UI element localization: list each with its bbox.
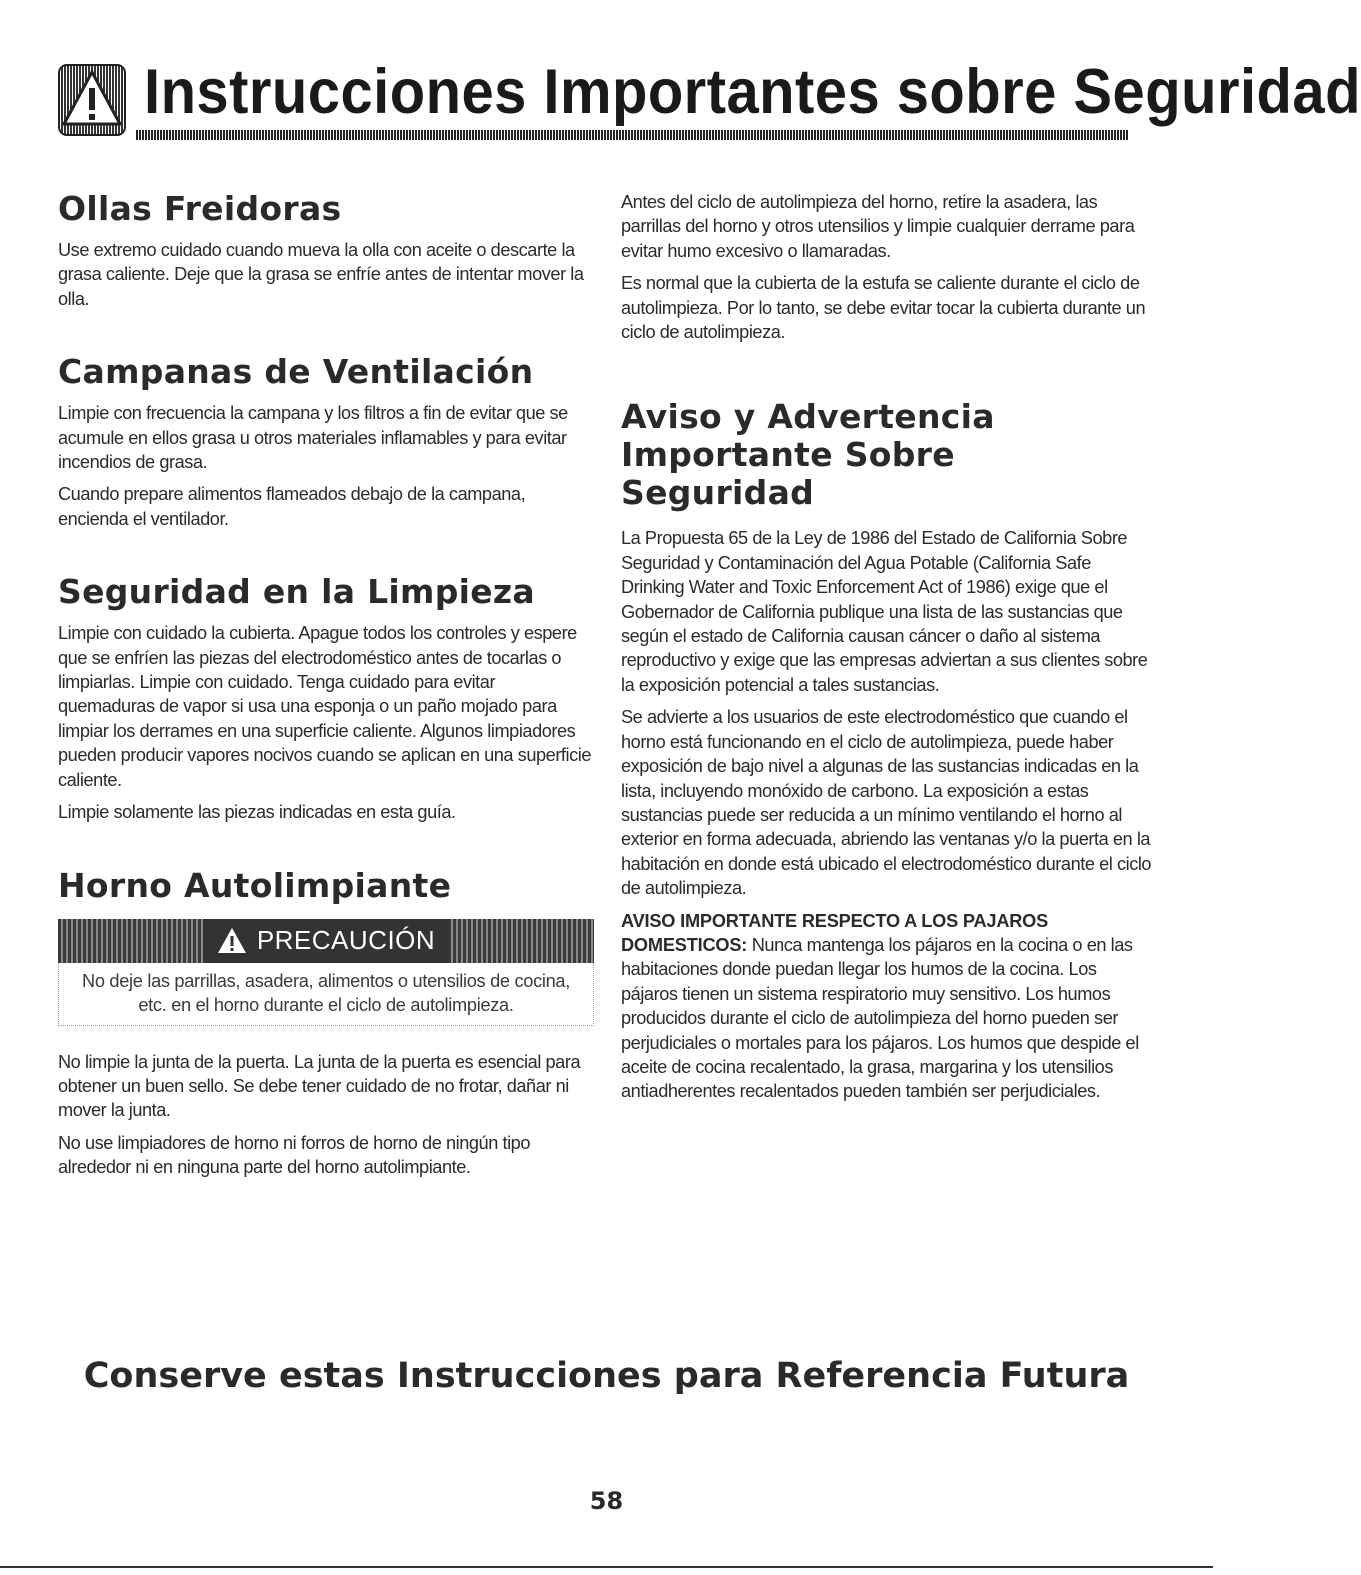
caution-label: PRECAUCIÓN bbox=[256, 925, 436, 955]
left-column bbox=[58, 190, 594, 1188]
birds-warning-text: Nunca mantenga los pájaros en la cocina o en las habitaciones donde puedan llegar los humos de la cocina. Los pájaros tienen un sistema respiratorio muy sensitivo. Los humos producidos durante el ciclo de autolimpieza del horno pueden ser perjudiciales o mortales para los pájaros. Los humos que despide el aceite de cocina recalentado, la grasa, margarina y los utensilios antiadherentes recalentados pueden también ser perjudiciales. bbox=[621, 934, 1139, 1102]
section-aviso-advertencia bbox=[621, 398, 1156, 1103]
paragraph: Limpie con frecuencia la campana y los filtros a fin de evitar que se acumule en ellos grasa u otros materiales inflamables y para evitar incendios de grasa. bbox=[58, 403, 568, 473]
paragraph: No use limpiadores de horno ni forros de horno de ningún tipo alrededor ni en ninguna parte del horno autolimpiante. bbox=[58, 1132, 531, 1178]
title-underline bbox=[136, 130, 1128, 140]
page-header bbox=[58, 52, 1361, 142]
section-heading: Ollas Freidoras bbox=[58, 189, 342, 228]
section-heading-line2: Importante Sobre Seguridad bbox=[621, 435, 955, 513]
paragraph: Limpie con cuidado la cubierta. Apague todos los controles y espere que se enfríen las piezas del electrodoméstico antes de tocarlas o limpiarlas. Limpie con cuidado. Tenga cuidado para evitar quemaduras de vapor si usa una esponja o un paño mojado para limpiar los derrames en una superficie caliente. Algunos limpiadores pueden producir vapores nocivos cuando se aplican en una superficie caliente. bbox=[58, 623, 592, 790]
caution-text: No deje las parrillas, asadera, alimentos o utensilios de cocina, etc. en el horno durante el ciclo de autolimpieza. bbox=[58, 963, 594, 1026]
section-heading-line1: Aviso y Advertencia bbox=[621, 397, 995, 437]
section-heading: Seguridad en la Limpieza bbox=[58, 572, 535, 612]
section-seguridad-limpieza bbox=[58, 573, 594, 824]
bottom-rule bbox=[0, 1566, 1213, 1568]
paragraph: Es normal que la cubierta de la estufa se caliente durante el ciclo de autolimpieza. Por lo tanto, se debe evitar tocar la cubierta durante un ciclo de autolimpieza. bbox=[621, 273, 1146, 343]
paragraph: Limpie solamente las piezas indicadas en esta guía. bbox=[58, 802, 456, 823]
paragraph: Se advierte a los usuarios de este electrodoméstico que cuando el horno está funcionando en el ciclo de autolimpieza, puede haber exposición de bajo nivel a algunas de las sustancias indicadas en la lista, incluyendo monóxido de carbono. La exposición a estas sustancias puede ser reducida a un mínimo ventilando el horno al exterior en forma adecuada, abriendo las ventanas y/o la puerta en la habitación en donde está ubicado el electrodoméstico durante el ciclo de autolimpieza. bbox=[621, 707, 1152, 899]
section-heading: Horno Autolimpiante bbox=[58, 865, 452, 905]
caution-triangle-icon bbox=[217, 927, 247, 954]
paragraph: La Propuesta 65 de la Ley de 1986 del Estado de California Sobre Seguridad y Contaminación del Agua Potable (California Safe Drinking Water and Toxic Enforcement Act of 1986) exige que el Gobernador de California publique una lista de las sustancias que según el estado de California causan cáncer o daño al sistema reproductivo y exige que las empresas adviertan a sus clientes sobre la exposición potencial a tales sustancias. bbox=[621, 528, 1148, 695]
caution-banner bbox=[58, 919, 594, 963]
birds-warning-title: AVISO IMPORTANTE RESPECTO A LOS PAJAROS DOMESTICOS: bbox=[621, 910, 1049, 955]
caution-box bbox=[58, 919, 594, 1026]
section-campanas bbox=[58, 353, 594, 531]
paragraph: Use extremo cuidado cuando mueva la olla con aceite o descarte la grasa caliente. Deje que la grasa se enfríe antes de intentar mover la olla. bbox=[58, 240, 584, 309]
section-heading: Campanas de Ventilación bbox=[58, 352, 534, 392]
right-column bbox=[621, 190, 1156, 1112]
section-ollas-freidoras bbox=[58, 190, 594, 311]
paragraph: Cuando prepare alimentos flameados debajo de la campana, encienda el ventilador. bbox=[58, 484, 526, 529]
section-heading bbox=[621, 398, 1156, 512]
page-number: 58 bbox=[589, 1487, 624, 1515]
paragraph: Antes del ciclo de autolimpieza del horno, retire la asadera, las parrillas del horno y otros utensilios y limpie cualquier derrame para evitar humo excesivo o llamaradas. bbox=[621, 192, 1135, 261]
warning-triangle-icon bbox=[58, 64, 126, 136]
footer-note: Conserve estas Instrucciones para Referencia Futura bbox=[83, 1356, 1130, 1396]
birds-warning-paragraph bbox=[621, 909, 1156, 1104]
paragraph: No limpie la junta de la puerta. La junta de la puerta es esencial para obtener un buen sello. Se debe tener cuidado de no frotar, dañar ni mover la junta. bbox=[58, 1051, 581, 1121]
section-horno-autolimpiante bbox=[58, 867, 594, 1180]
page-title: Instrucciones Importantes sobre Seguridad bbox=[144, 57, 1361, 127]
